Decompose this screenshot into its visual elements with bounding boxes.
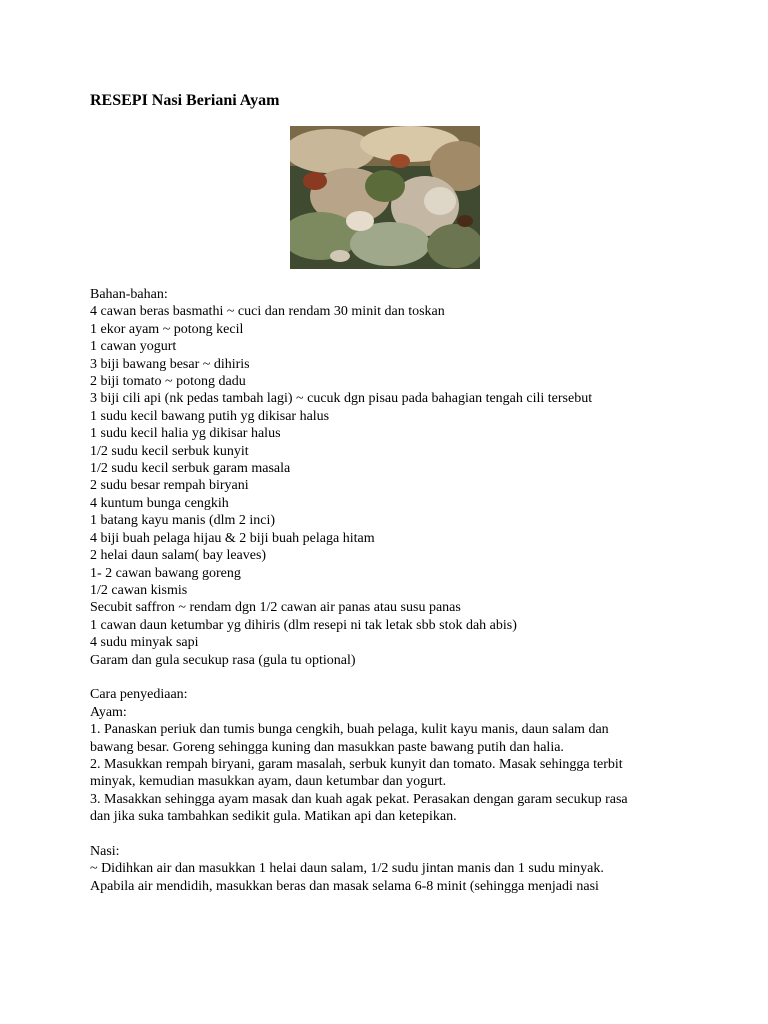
method-line: Apabila air mendidih, masukkan beras dan masak selama 6-8 minit (sehingga menjadi nasi	[90, 878, 599, 894]
ingredient-item: 4 cawan beras basmathi ~ cuci dan rendam 30 minit dan toskan	[90, 304, 445, 320]
ingredient-item: 1 batang kayu manis (dlm 2 inci)	[90, 513, 276, 529]
ingredient-item: 1- 2 cawan bawang goreng	[90, 565, 241, 581]
method-line: minyak, kemudian masukkan ayam, daun ketumbar dan yogurt.	[90, 774, 447, 790]
method-line: 1. Panaskan periuk dan tumis bunga cengkih, buah pelaga, kulit kayu manis, daun salam dan	[90, 722, 609, 738]
ingredient-item: 1 cawan daun ketumbar yg dihiris (dlm resepi ni tak letak sbb stok dah abis)	[90, 617, 517, 633]
ingredient-item: 3 biji bawang besar ~ dihiris	[90, 356, 250, 372]
ingredient-item: 1 ekor ayam ~ potong kecil	[90, 321, 244, 337]
method-line: 2. Masukkan rempah biryani, garam masalah, serbuk kunyit dan tomato. Masak sehingga terbit	[90, 756, 623, 772]
method-heading: Cara penyediaan:	[90, 687, 188, 703]
ingredient-item: 4 biji buah pelaga hijau & 2 biji buah pelaga hitam	[90, 530, 375, 546]
ingredient-item: Garam dan gula secukup rasa (gula tu optional)	[90, 652, 356, 668]
recipe-body	[90, 286, 730, 895]
recipe-title: RESEPI Nasi Beriani Ayam	[90, 92, 280, 109]
ingredients-heading: Bahan-bahan:	[90, 287, 168, 302]
ingredient-item: 2 biji tomato ~ potong dadu	[90, 374, 246, 390]
method-line: 3. Masakkan sehingga ayam masak dan kuah agak pekat. Perasakan dengan garam secukup rasa	[90, 791, 628, 807]
paragraph-gap	[90, 669, 730, 686]
method-line: bawang besar. Goreng sehingga kuning dan masukkan paste bawang putih dan halia.	[90, 739, 564, 755]
ingredient-item: 1 sudu kecil halia yg dikisar halus	[90, 426, 281, 442]
ingredient-item: 1/2 sudu kecil serbuk kunyit	[90, 443, 249, 459]
ingredient-item: 3 biji cili api (nk pedas tambah lagi) ~ cucuk dgn pisau pada bahagian tengah cili tersebut	[90, 391, 593, 407]
ingredient-item: 2 helai daun salam( bay leaves)	[90, 548, 267, 564]
nasi-heading: Nasi:	[90, 843, 120, 859]
ingredient-item: 2 sudu besar rempah biryani	[90, 478, 249, 494]
ingredient-item: 1/2 cawan kismis	[90, 582, 188, 598]
recipe-photo	[290, 126, 480, 269]
ingredient-item: Secubit saffron ~ rendam dgn 1/2 cawan air panas atau susu panas	[90, 600, 461, 616]
method-line: ~ Didihkan air dan masukkan 1 helai daun salam, 1/2 sudu jintan manis dan 1 sudu minyak.	[90, 861, 604, 877]
ingredient-item: 1/2 sudu kecil serbuk garam masala	[90, 461, 291, 477]
ayam-heading: Ayam:	[90, 704, 127, 720]
ingredient-item: 4 kuntum bunga cengkih	[90, 495, 229, 511]
ingredient-item: 1 sudu kecil bawang putih yg dikisar halus	[90, 408, 330, 424]
ingredient-item: 1 cawan yogurt	[90, 339, 177, 355]
method-line: dan jika suka tambahkan sedikit gula. Matikan api dan ketepikan.	[90, 809, 457, 825]
paragraph-gap	[90, 826, 730, 843]
ingredient-item: 4 sudu minyak sapi	[90, 635, 199, 651]
